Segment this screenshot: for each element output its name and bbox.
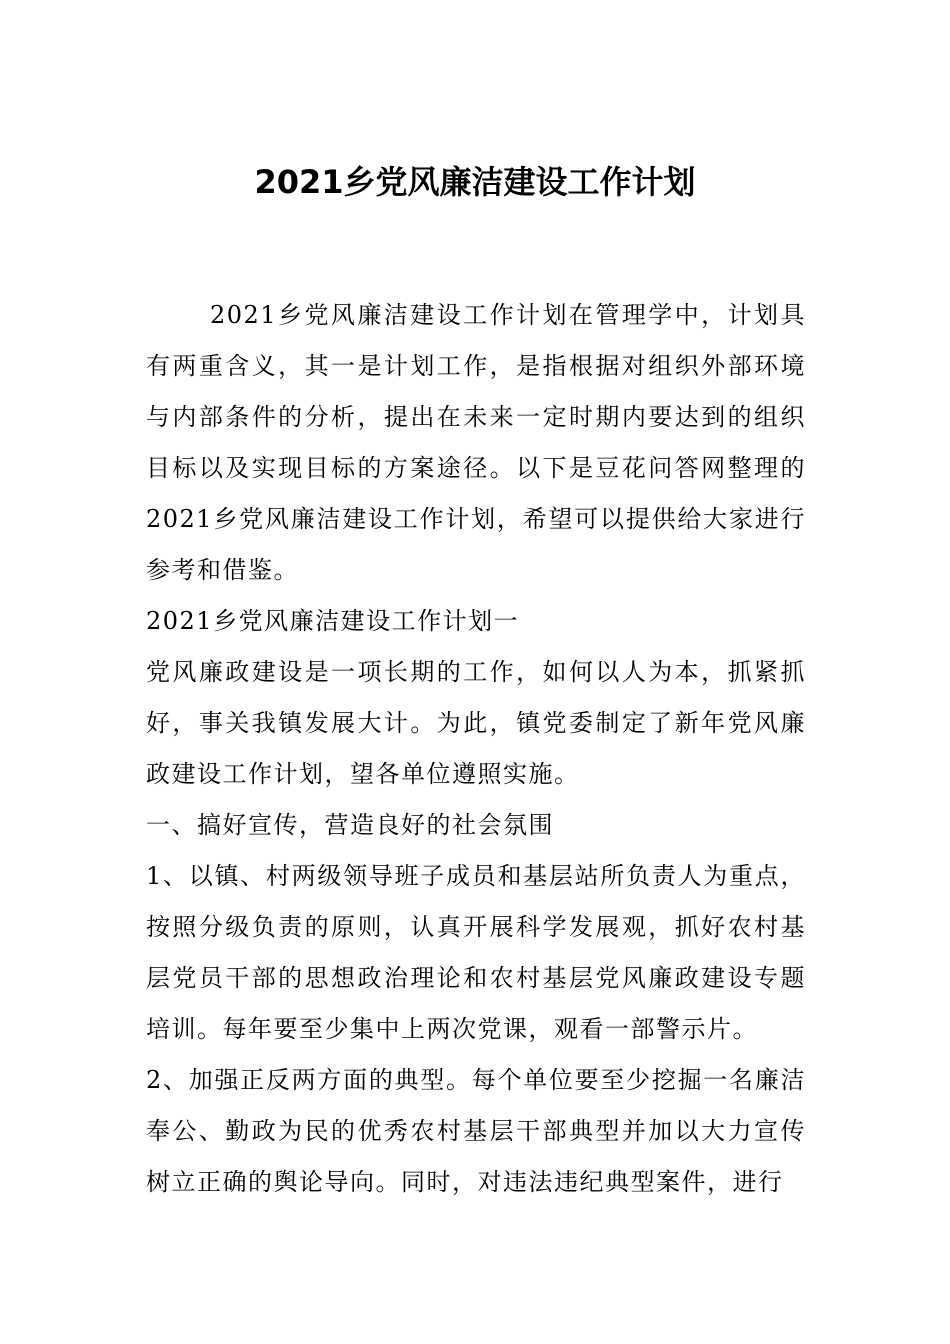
document-body	[146, 290, 806, 1208]
list-item-2: 2、加强正反两方面的典型。每个单位要至少挖掘一名廉洁奉公、勤政为民的优秀农村基层干部典型并加以大力宣传树立正确的舆论导向。同时，对违法违纪典型案件，进行	[146, 1066, 806, 1196]
section-heading-publicity: 一、搞好宣传，营造良好的社会氛围	[146, 811, 554, 839]
intro-paragraph: 2021乡党风廉洁建设工作计划在管理学中，计划具有两重含义，其一是计划工作，是指根据对组织外部环境与内部条件的分析，提出在未来一定时期内要达到的组织目标以及实现目标的方案途径。以下是豆花问答网整理的2021乡党风廉洁建设工作计划，希望可以提供给大家进行参考和借鉴。	[146, 301, 806, 584]
section-heading-plan-one: 2021乡党风廉洁建设工作计划一	[146, 607, 520, 635]
document-title: 2021乡党风廉洁建设工作计划	[254, 163, 696, 201]
list-item-1: 1、以镇、村两级领导班子成员和基层站所负责人为重点，按照分级负责的原则，认真开展科学发展观，抓好农村基层党员干部的思想政治理论和农村基层党风廉政建设专题培训。每年要至少集中上两次党课，观看一部警示片。	[146, 862, 806, 1043]
body-paragraph: 党风廉政建设是一项长期的工作，如何以人为本，抓紧抓好，事关我镇发展大计。为此，镇党委制定了新年党风廉政建设工作计划，望各单位遵照实施。	[146, 658, 806, 788]
